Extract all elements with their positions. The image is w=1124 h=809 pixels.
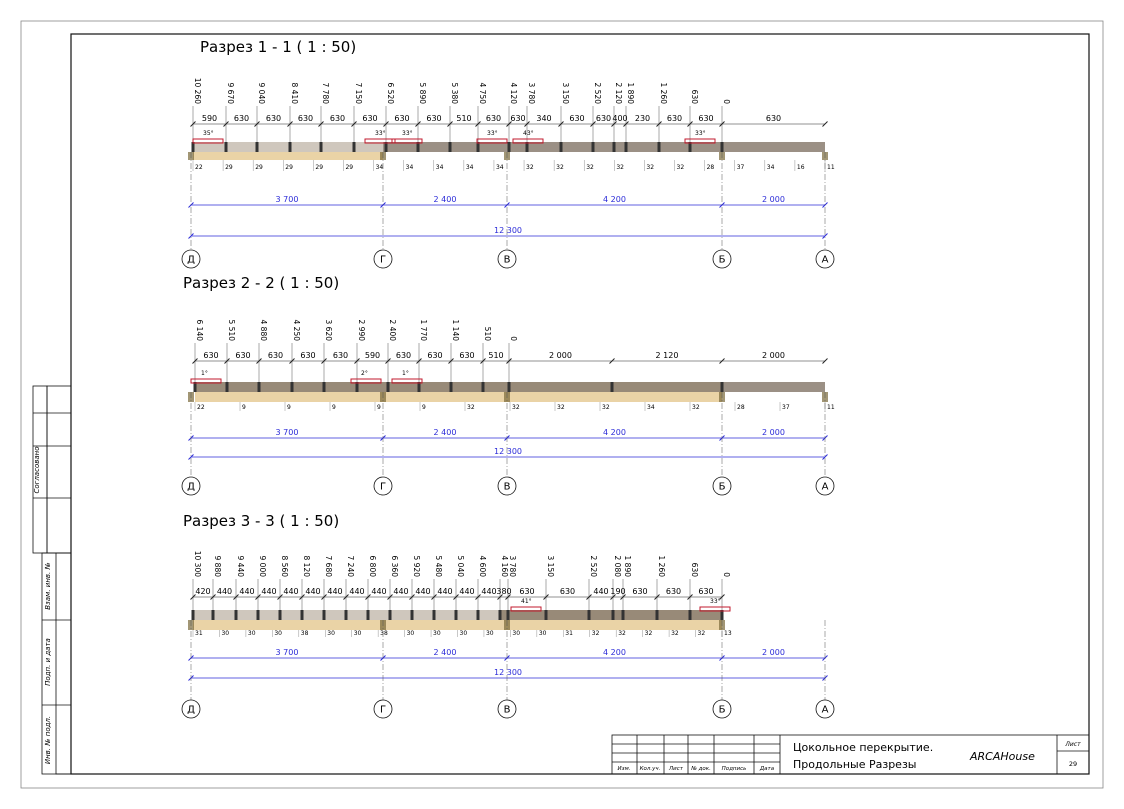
- elevation-label: 3 150: [561, 82, 570, 104]
- span-label: 400: [612, 114, 628, 123]
- beam-post: [235, 610, 238, 620]
- beam-post: [508, 382, 511, 392]
- span-label: 2 000: [549, 351, 572, 360]
- bottom-mark: 32: [618, 630, 626, 637]
- axis-bubble-label: А: [821, 254, 829, 266]
- bottom-mark: 32: [602, 404, 610, 411]
- span-label: 630: [233, 114, 250, 123]
- beam-post: [387, 382, 390, 392]
- elevation-label: 4 250: [292, 319, 301, 341]
- beam-post: [622, 610, 625, 620]
- beam-post: [433, 610, 436, 620]
- span-label: 440: [371, 587, 387, 596]
- title-block-header: Дата: [759, 766, 775, 772]
- beam-post: [279, 610, 282, 620]
- beam-post: [301, 610, 304, 620]
- angle-label: 1°: [201, 370, 208, 377]
- bottom-mark: 30: [221, 630, 230, 637]
- elevation-label: 3 620: [324, 319, 333, 341]
- bottom-mark: 29: [345, 164, 354, 171]
- bottom-mark: 32: [591, 630, 600, 637]
- beam-post: [588, 610, 591, 620]
- span-label: 630: [395, 351, 412, 360]
- total-dimension-label: 12 300: [494, 668, 522, 677]
- axis-bubble-label: В: [503, 481, 511, 493]
- bottom-mark: 9: [287, 404, 291, 411]
- axis-bubble-label: Д: [187, 704, 195, 716]
- bottom-mark: 28: [706, 164, 715, 171]
- bottom-mark: 32: [556, 164, 564, 171]
- bottom-mark: 29: [225, 164, 233, 171]
- beam-post: [450, 382, 453, 392]
- elevation-label: 9 670: [226, 82, 235, 104]
- elevation-label: 5 040: [456, 555, 465, 577]
- angle-label: 33°: [402, 130, 413, 137]
- axis-span-label: 2 000: [762, 648, 785, 657]
- section-2-2: [182, 274, 835, 495]
- bottom-mark: 32: [644, 630, 653, 637]
- elevation-label: 9 040: [257, 82, 266, 104]
- elevation-label: 6 800: [368, 555, 377, 577]
- bottom-mark: 30: [406, 630, 415, 637]
- axis-bubble-label: Б: [718, 704, 726, 716]
- elevation-label: 510: [483, 326, 492, 341]
- beam-post: [258, 382, 261, 392]
- title-block-header: Изм.: [617, 766, 631, 772]
- sheet-number: 29: [1068, 760, 1078, 768]
- bottom-mark: 34: [435, 164, 444, 171]
- beam-post: [367, 610, 370, 620]
- elevation-label: 4 160: [500, 555, 509, 577]
- elevation-label: 630: [690, 89, 699, 104]
- stamp-label-agreed: Согласовано: [33, 446, 41, 494]
- span-label: 190: [610, 587, 626, 596]
- angle-label: 33°: [710, 598, 721, 605]
- bottom-mark: 9: [242, 404, 246, 411]
- span-label: 630: [332, 351, 349, 360]
- beam-post: [611, 382, 614, 392]
- elevation-label: 7 240: [346, 555, 355, 577]
- bottom-mark: 30: [247, 630, 256, 637]
- elevation-label: 2 080: [613, 555, 622, 577]
- elevation-label: 3 780: [508, 555, 517, 577]
- section-title: Разрез 2 - 2 ( 1 : 50): [183, 274, 340, 292]
- axis-bubble-label: Г: [379, 254, 387, 266]
- bottom-mark: 32: [692, 404, 700, 411]
- beam-post: [625, 142, 628, 152]
- elevation-label: 4 120: [509, 82, 518, 104]
- bottom-mark: 31: [565, 630, 573, 637]
- axis-span-label: 4 200: [603, 648, 626, 657]
- beam-post: [411, 610, 414, 620]
- bottom-mark: 30: [353, 630, 362, 637]
- section-title: Разрез 3 - 3 ( 1 : 50): [183, 512, 340, 530]
- beam-post: [658, 142, 661, 152]
- span-label: 440: [437, 587, 453, 596]
- angle-label: 1°: [402, 370, 409, 377]
- bottom-mark: 16: [796, 164, 805, 171]
- elevation-label: 5 510: [227, 319, 236, 341]
- elevation-label: 6 360: [390, 555, 399, 577]
- beam-post: [508, 142, 511, 152]
- axis-span-label: 2 400: [433, 195, 457, 204]
- elevation-label: 2 520: [589, 555, 598, 577]
- elevation-label: 2 120: [614, 82, 623, 104]
- span-label: 230: [634, 114, 651, 123]
- total-dimension-label: 12 300: [494, 447, 522, 456]
- span-label: 440: [261, 587, 277, 596]
- beam-post: [477, 610, 480, 620]
- beam-post: [455, 610, 458, 620]
- span-label: 630: [559, 587, 576, 596]
- beam-post: [323, 382, 326, 392]
- bottom-mark: 30: [327, 630, 335, 637]
- drawing-name-line2: Продольные Разрезы: [793, 758, 917, 771]
- elevation-label: 10 300: [193, 550, 202, 577]
- bottom-mark: 29: [315, 164, 324, 171]
- span-label: 630: [265, 114, 282, 123]
- bottom-mark: 11: [827, 164, 835, 171]
- span-label: 2 120: [655, 351, 679, 360]
- span-label: 630: [329, 114, 346, 123]
- elevation-label: 10 260: [193, 77, 202, 104]
- title-block-header: Подпись: [721, 766, 747, 772]
- beam-post: [323, 610, 326, 620]
- bottom-mark: 11: [827, 404, 835, 411]
- elevation-label: 1 260: [659, 82, 668, 104]
- elevation-label: 1 140: [451, 319, 460, 341]
- section-title: Разрез 1 - 1 ( 1 : 50): [200, 38, 357, 56]
- bottom-mark: 30: [459, 630, 468, 637]
- elevation-label: 9 880: [213, 555, 222, 577]
- elevation-label: 5 890: [418, 82, 427, 104]
- beam-post: [320, 142, 323, 152]
- span-label: 440: [327, 587, 343, 596]
- span-label: 630: [426, 114, 442, 123]
- span-label: 2 000: [762, 351, 785, 360]
- beam-post: [449, 142, 452, 152]
- stamp-label-inv: Инв. № подл.: [44, 715, 52, 765]
- span-label: 630: [595, 114, 612, 123]
- title-block-header: Лист: [669, 766, 683, 772]
- span-label: 440: [305, 587, 321, 596]
- span-label: 630: [203, 351, 219, 360]
- span-label: 510: [488, 351, 504, 360]
- bottom-mark: 32: [646, 164, 655, 171]
- elevation-label: 0: [722, 572, 731, 577]
- stamp-label-sign-date: Подп. и дата: [44, 638, 52, 686]
- section-1-1: [182, 38, 835, 268]
- beam-post: [389, 610, 392, 620]
- bottom-mark: 34: [465, 164, 474, 171]
- bottom-mark: 38: [300, 630, 309, 637]
- bottom-mark: 34: [647, 404, 655, 411]
- bottom-mark: 30: [274, 630, 282, 637]
- beam-post: [656, 610, 659, 620]
- bottom-mark: 37: [782, 404, 790, 411]
- span-label: 440: [349, 587, 365, 596]
- span-label: 630: [665, 587, 682, 596]
- bottom-mark: 29: [285, 164, 293, 171]
- elevation-label: 4 880: [259, 319, 268, 341]
- bottom-mark: 34: [766, 164, 775, 171]
- bottom-mark: 30: [433, 630, 441, 637]
- bottom-mark: 38: [380, 630, 388, 637]
- elevation-label: 1 890: [623, 555, 632, 577]
- beam-post: [545, 610, 548, 620]
- bottom-mark: 30: [485, 630, 494, 637]
- axis-span-label: 4 200: [603, 428, 626, 437]
- beam-post: [613, 142, 616, 152]
- bottom-mark: 29: [255, 164, 263, 171]
- bottom-mark: 34: [495, 164, 504, 171]
- span-label: 440: [393, 587, 409, 596]
- beam-post: [225, 142, 228, 152]
- beam-post: [689, 610, 692, 620]
- span-label: 440: [459, 587, 475, 596]
- span-label: 380: [496, 587, 512, 596]
- span-label: 440: [415, 587, 431, 596]
- beam-post: [560, 142, 563, 152]
- span-label: 440: [593, 587, 609, 596]
- bottom-mark: 32: [671, 630, 679, 637]
- span-label: 630: [485, 114, 502, 123]
- axis-bubble-label: Б: [718, 481, 726, 493]
- beam-post: [291, 382, 294, 392]
- elevation-label: 6 520: [386, 82, 395, 104]
- bottom-mark: 13: [724, 630, 732, 637]
- span-label: 440: [239, 587, 255, 596]
- angle-label: 41°: [521, 598, 532, 605]
- angle-label: 35°: [203, 130, 214, 137]
- span-label: 590: [364, 351, 381, 360]
- span-label: 630: [267, 351, 284, 360]
- bottom-mark: 32: [586, 164, 594, 171]
- beam-post: [721, 142, 724, 152]
- span-label: 630: [394, 114, 410, 123]
- span-label: 630: [510, 114, 526, 123]
- bottom-mark: 28: [737, 404, 745, 411]
- bottom-mark: 22: [197, 404, 205, 411]
- axis-bubble-label: В: [503, 704, 511, 716]
- elevation-label: 2 990: [357, 319, 366, 341]
- beam-post: [721, 382, 724, 392]
- axis-bubble-label: Д: [187, 254, 195, 266]
- elevation-label: 4 750: [478, 82, 487, 104]
- elevation-label: 8 120: [302, 555, 311, 577]
- beam-post: [499, 610, 502, 620]
- span-label: 440: [283, 587, 299, 596]
- span-label: 440: [481, 587, 497, 596]
- axis-span-label: 2 000: [762, 195, 785, 204]
- axis-bubble-label: В: [503, 254, 511, 266]
- elevation-label: 0: [509, 336, 518, 341]
- left-stamp: [33, 386, 71, 774]
- span-label: 630: [519, 587, 535, 596]
- span-label: 340: [536, 114, 552, 123]
- angle-label: 33°: [375, 130, 386, 137]
- beam-post: [592, 142, 595, 152]
- axis-bubble-label: Д: [187, 481, 195, 493]
- bottom-mark: 31: [195, 630, 203, 637]
- bottom-mark: 32: [676, 164, 685, 171]
- elevation-label: 1 890: [626, 82, 635, 104]
- span-label: 630: [569, 114, 585, 123]
- elevation-label: 2 400: [388, 319, 397, 341]
- stamp-label-replace: Взам. инв. №: [44, 562, 52, 610]
- drawing-name-line1: Цокольное перекрытие.: [793, 741, 934, 754]
- title-block-header: Кол.уч.: [639, 766, 661, 772]
- beam-post: [612, 610, 615, 620]
- span-label: 590: [201, 114, 218, 123]
- company-name: ARCAHouse: [970, 750, 1035, 763]
- elevation-label: 7 780: [321, 82, 330, 104]
- bottom-mark: 9: [377, 404, 381, 411]
- elevation-label: 9 440: [236, 555, 245, 577]
- span-label: 630: [362, 114, 378, 123]
- elevation-label: 2 520: [593, 82, 602, 104]
- bottom-mark: 37: [736, 164, 745, 171]
- elevation-label: 0: [722, 99, 731, 104]
- elevation-label: 5 380: [450, 82, 459, 104]
- bottom-mark: 9: [332, 404, 336, 411]
- bottom-mark: 9: [422, 404, 426, 411]
- axis-span-label: 3 700: [275, 428, 299, 437]
- axis-bubble-label: Б: [718, 254, 726, 266]
- span-label: 630: [235, 351, 251, 360]
- axis-span-label: 2 400: [433, 428, 457, 437]
- bottom-mark: 30: [538, 630, 547, 637]
- sheet-label: Лист: [1065, 741, 1081, 748]
- angle-label: 33°: [695, 130, 706, 137]
- beam-post: [507, 610, 510, 620]
- bottom-mark: 34: [405, 164, 414, 171]
- elevation-label: 7 150: [354, 82, 363, 104]
- axis-bubble-label: Г: [379, 704, 387, 716]
- span-label: 630: [459, 351, 475, 360]
- elevation-label: 3 150: [546, 555, 555, 577]
- span-label: 630: [427, 351, 443, 360]
- section-3-3: [182, 512, 834, 718]
- axis-span-label: 3 700: [275, 195, 299, 204]
- angle-label: 43°: [523, 130, 534, 137]
- axis-span-label: 2 000: [762, 428, 785, 437]
- beam-post: [353, 142, 356, 152]
- bottom-mark: 32: [616, 164, 624, 171]
- total-dimension-label: 12 300: [494, 226, 522, 235]
- span-label: 630: [632, 587, 648, 596]
- bottom-mark: 22: [195, 164, 203, 171]
- beam-post: [192, 610, 195, 620]
- elevation-label: 3 780: [527, 82, 536, 104]
- title-block-headers: [618, 766, 775, 772]
- bottom-mark: 32: [467, 404, 475, 411]
- elevation-label: 8 410: [290, 82, 299, 104]
- axis-span-label: 2 400: [433, 648, 457, 657]
- span-label: 630: [698, 114, 714, 123]
- bottom-mark: 32: [512, 404, 520, 411]
- beam-post: [212, 610, 215, 620]
- elevation-label: 630: [690, 562, 699, 577]
- span-label: 630: [297, 114, 314, 123]
- span-label: 630: [300, 351, 316, 360]
- title-block-header: № док.: [691, 766, 711, 772]
- span-label: 420: [195, 587, 211, 596]
- elevation-label: 7 680: [324, 555, 333, 577]
- axis-span-label: 4 200: [603, 195, 626, 204]
- span-label: 630: [666, 114, 683, 123]
- beam-post: [482, 382, 485, 392]
- bottom-mark: 34: [375, 164, 384, 171]
- axis-bubble-label: А: [821, 704, 829, 716]
- beam-post: [226, 382, 229, 392]
- span-label: 630: [765, 114, 782, 123]
- span-label: 630: [698, 587, 714, 596]
- elevation-label: 5 920: [412, 555, 421, 577]
- elevation-label: 9 000: [258, 555, 267, 577]
- axis-bubble-label: Г: [379, 481, 387, 493]
- beam-post: [256, 142, 259, 152]
- span-label: 510: [456, 114, 472, 123]
- span-label: 440: [216, 587, 233, 596]
- beam-post: [289, 142, 292, 152]
- elevation-label: 6 140: [195, 319, 204, 341]
- axis-bubble-label: А: [821, 481, 829, 493]
- bottom-mark: 32: [526, 164, 534, 171]
- elevation-label: 5 480: [434, 555, 443, 577]
- elevation-label: 1 770: [419, 319, 428, 341]
- elevation-label: 1 260: [657, 555, 666, 577]
- elevation-label: 8 560: [280, 555, 289, 577]
- elevation-label: 4 600: [478, 555, 487, 577]
- angle-label: 2°: [361, 370, 368, 377]
- bottom-mark: 32: [557, 404, 565, 411]
- beam-post: [345, 610, 348, 620]
- beam-post: [257, 610, 260, 620]
- bottom-mark: 30: [512, 630, 521, 637]
- angle-label: 33°: [487, 130, 498, 137]
- bottom-mark: 32: [697, 630, 706, 637]
- axis-span-label: 3 700: [275, 648, 299, 657]
